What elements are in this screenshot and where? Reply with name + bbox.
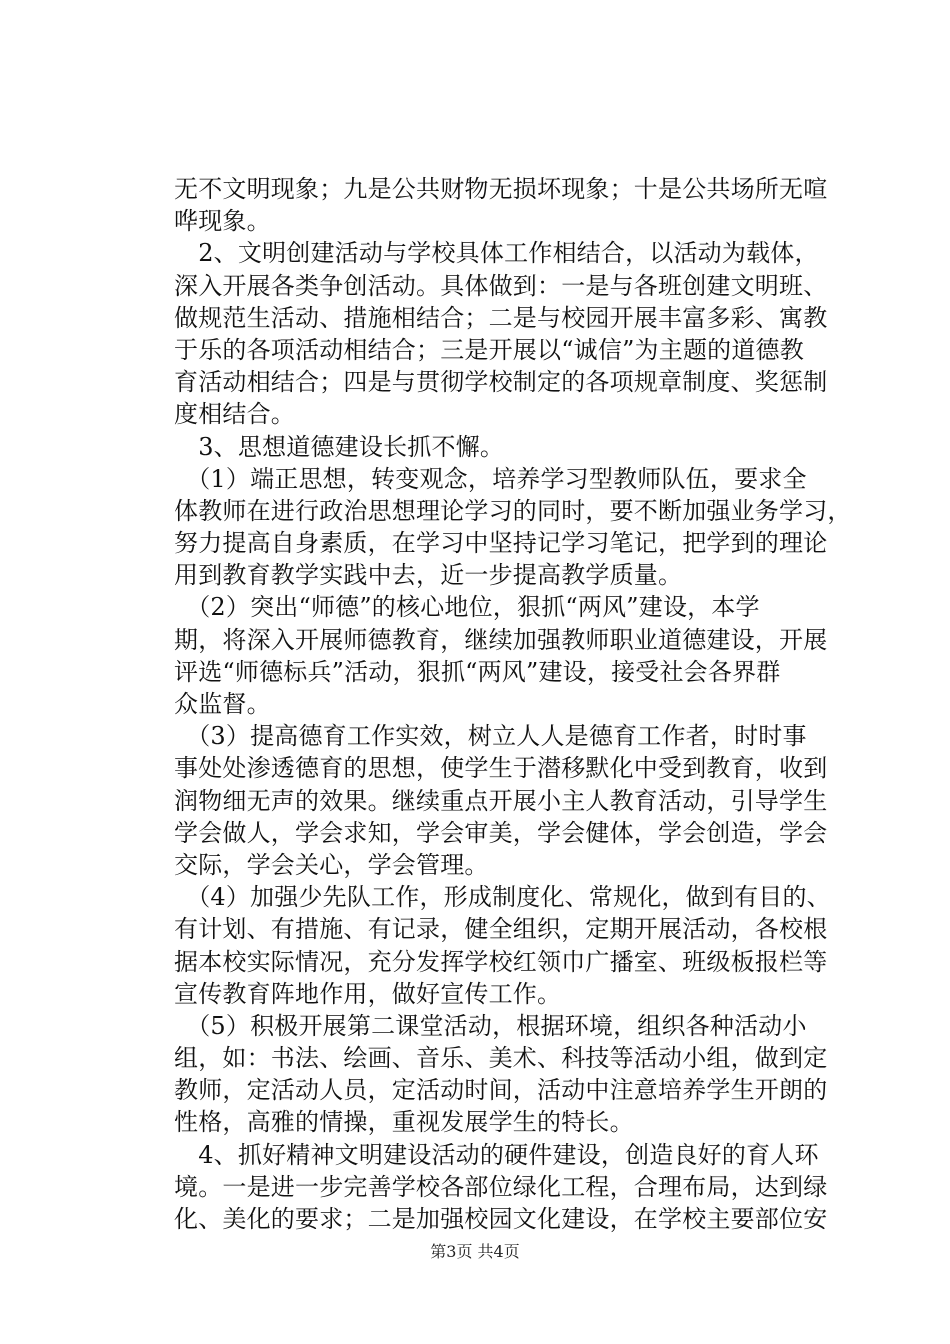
text-line: 2、文明创建活动与学校具体工作相结合，以活动为载体， bbox=[174, 239, 819, 268]
text-line: 4、抓好精神文明建设活动的硬件建设，创造良好的育人环 bbox=[174, 1140, 819, 1169]
text-line: 做规范生活动、措施相结合；二是与校园开展丰富多彩、寓教 bbox=[174, 303, 828, 332]
text-line: 无不文明现象；九是公共财物无损坏现象；十是公共场所无喧 bbox=[174, 175, 828, 203]
document-body bbox=[174, 173, 852, 1235]
text-line: 化、美化的要求；二是加强校园文化建设，在学校主要部位安 bbox=[174, 1205, 828, 1233]
text-line: （2）突出“师德”的核心地位，狠抓“两风”建设，本学 bbox=[174, 593, 760, 622]
text-line: （4）加强少先队工作，形成制度化、常规化，做到有目的、 bbox=[174, 883, 831, 912]
text-line: （3）提高德育工作实效，树立人人是德育工作者，时时事 bbox=[174, 722, 807, 751]
text-line: 体教师在进行政治思想理论学习的同时，要不断加强业务学习， bbox=[174, 496, 852, 525]
text-line: 据本校实际情况，充分发挥学校红领巾广播室、班级板报栏等 bbox=[174, 947, 828, 976]
text-line: 有计划、有措施、有记录，健全组织，定期开展活动，各校根 bbox=[174, 915, 828, 944]
text-line: 哗现象。 bbox=[174, 207, 271, 236]
text-line: （1）端正思想，转变观念，培养学习型教师队伍，要求全 bbox=[174, 464, 807, 493]
text-line: 育活动相结合；四是与贯彻学校制定的各项规章制度、奖惩制 bbox=[174, 368, 828, 397]
page-footer bbox=[0, 1242, 950, 1262]
text-line: （5）积极开展第二课堂活动，根据环境，组织各种活动小 bbox=[174, 1011, 807, 1040]
text-line: 努力提高自身素质，在学习中坚持记学习笔记，把学到的理论 bbox=[174, 529, 828, 558]
text-line: 期，将深入开展师德教育，继续加强教师职业道德建设，开展 bbox=[174, 625, 828, 654]
text-line: 3、思想道德建设长抓不懈。 bbox=[174, 432, 505, 461]
text-line: 用到教育教学实践中去，近一步提高教学质量。 bbox=[174, 561, 683, 590]
text-line: 润物细无声的效果。继续重点开展小主人教育活动，引导学生 bbox=[174, 786, 828, 815]
text-line: 学会做人，学会求知，学会审美，学会健体，学会创造，学会 bbox=[174, 818, 828, 847]
text-line: 评选“师德标兵”活动，狠抓“两风”建设，接受社会各界群 bbox=[174, 657, 781, 686]
text-line: 交际，学会关心，学会管理。 bbox=[174, 850, 489, 879]
text-line: 深入开展各类争创活动。具体做到：一是与各班创建文明班、 bbox=[174, 271, 828, 300]
text-line: 宣传教育阵地作用，做好宣传工作。 bbox=[174, 979, 562, 1008]
text-line: 组，如：书法、绘画、音乐、美术、科技等活动小组，做到定 bbox=[174, 1044, 828, 1073]
page-number-label: 第3页 共4页 bbox=[430, 1242, 520, 1261]
text-line: 事处处渗透德育的思想，使学生于潜移默化中受到教育，收到 bbox=[174, 754, 828, 783]
text-line: 度相结合。 bbox=[174, 400, 295, 429]
text-line: 教师，定活动人员，定活动时间，活动中注意培养学生开朗的 bbox=[174, 1076, 828, 1105]
text-line: 于乐的各项活动相结合；三是开展以“诚信”为主题的道德教 bbox=[174, 335, 804, 364]
text-line: 性格，高雅的情操，重视发展学生的特长。 bbox=[174, 1108, 634, 1137]
text-line: 众监督。 bbox=[174, 690, 271, 718]
text-line: 境。一是进一步完善学校各部位绿化工程，合理布局，达到绿 bbox=[174, 1172, 828, 1201]
